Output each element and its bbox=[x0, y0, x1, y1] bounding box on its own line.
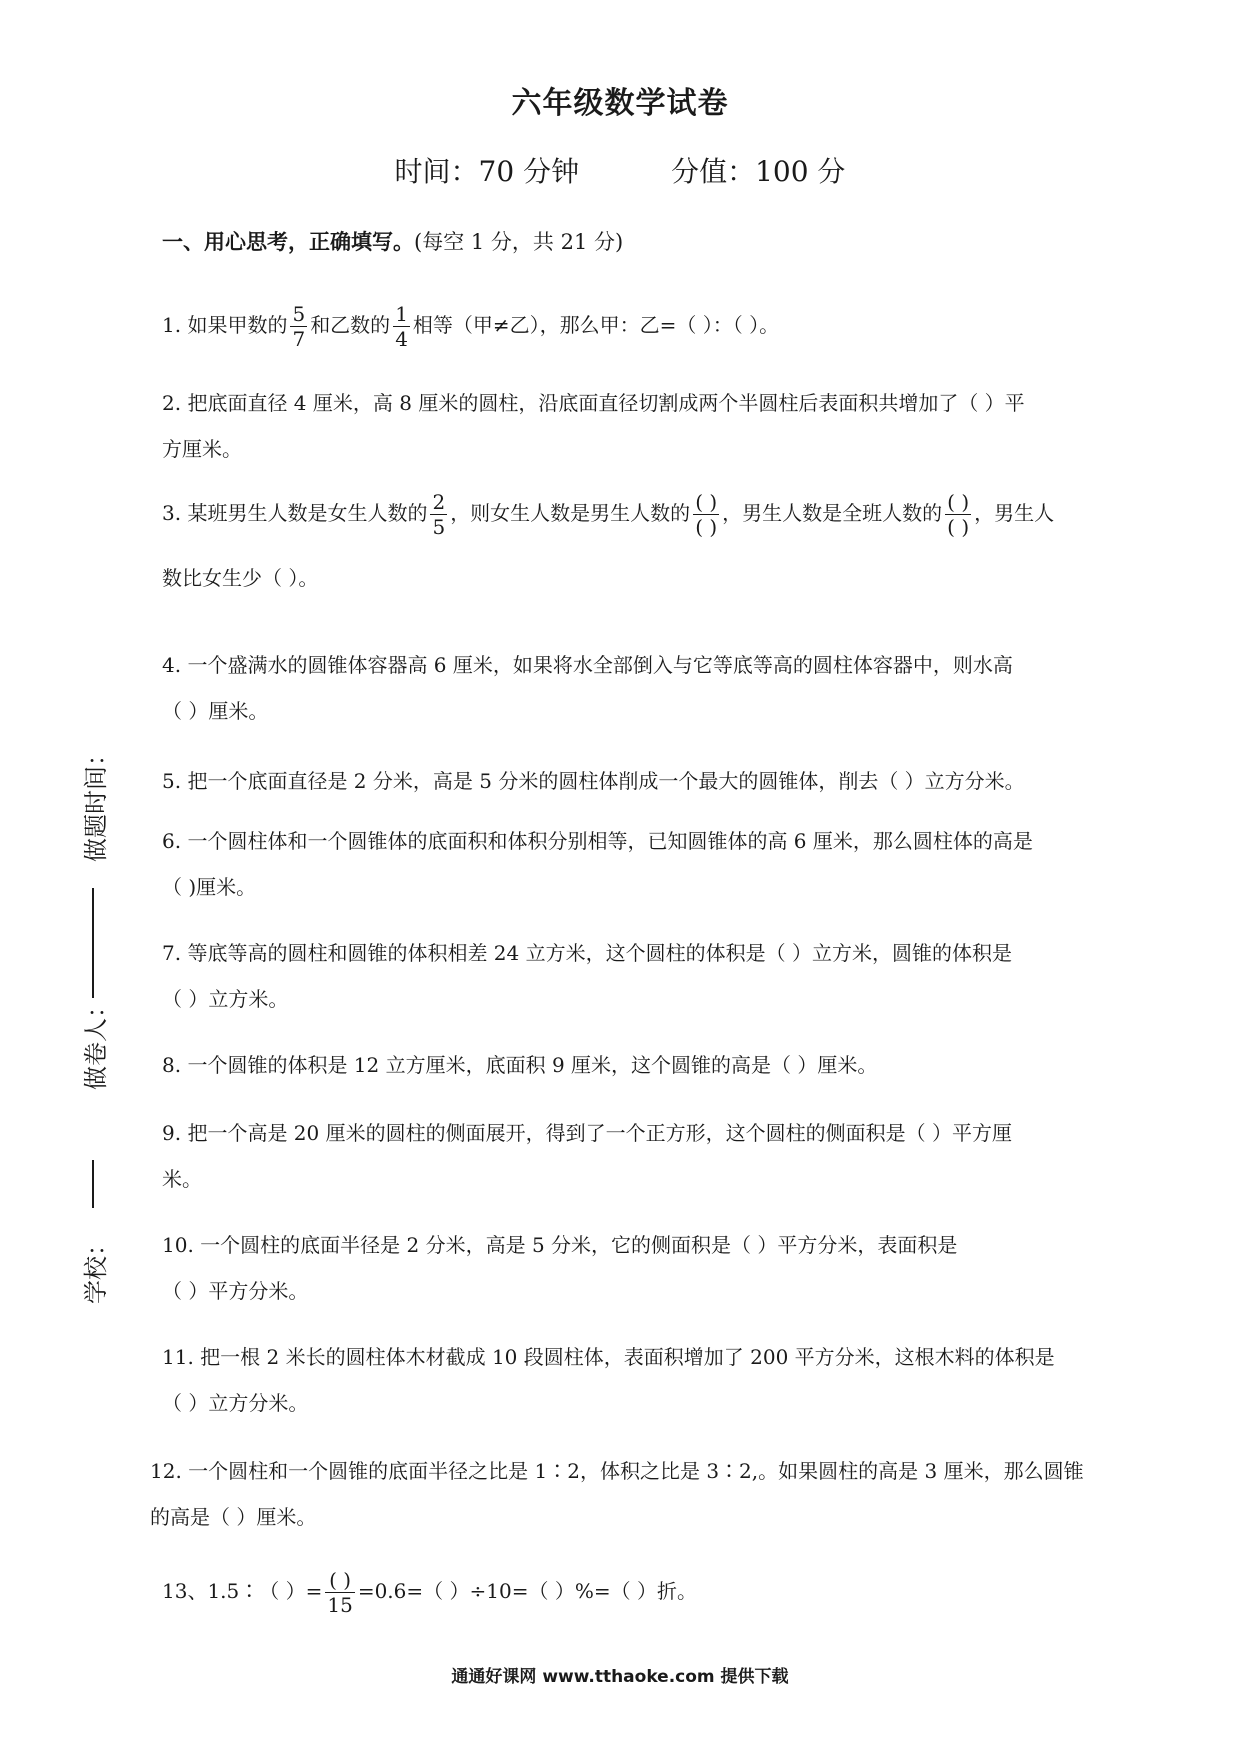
q1-mid: 和乙数的 bbox=[310, 313, 391, 337]
sidebar-school-label: 学校： bbox=[82, 1232, 110, 1304]
question-line: 6. 一个圆柱体和一个圆锥体的底面积和体积分别相等，已知圆锥体的高 6 厘米，那么圆柱体的高是 bbox=[162, 829, 1033, 853]
fraction bbox=[325, 1568, 354, 1617]
fraction-numerator: ( ) bbox=[325, 1568, 354, 1593]
question-1 bbox=[162, 302, 1152, 351]
fraction-denominator: 4 bbox=[395, 327, 408, 351]
exam-time: 时间：70 分钟 bbox=[394, 155, 580, 188]
q3-mid2: ，男生人数是全班人数的 bbox=[722, 501, 943, 525]
fraction-denominator: 7 bbox=[292, 327, 306, 351]
question-line: （ ）立方米。 bbox=[162, 987, 289, 1011]
section-heading bbox=[162, 226, 623, 256]
question-line: 米。 bbox=[162, 1167, 202, 1191]
fraction-numerator: 1 bbox=[395, 302, 408, 326]
question-line: 10. 一个圆柱的底面半径是 2 分米，高是 5 分米，它的侧面积是（ ）平方分米，表面积是 bbox=[162, 1233, 958, 1257]
fraction-denominator: 5 bbox=[432, 515, 446, 539]
question-4 bbox=[162, 642, 1152, 734]
sidebar-time-label: 做题时间： bbox=[82, 742, 110, 862]
question-line: 4. 一个盛满水的圆锥体容器高 6 厘米，如果将水全部倒入与它等底等高的圆柱体容器中，则水高 bbox=[162, 653, 1013, 677]
question-line: （ ）厘米。 bbox=[162, 699, 269, 723]
q3-suffix: ，男生人 bbox=[974, 501, 1055, 525]
question-13 bbox=[162, 1568, 1152, 1617]
question-10 bbox=[162, 1222, 1152, 1314]
page-title: 六年级数学试卷 bbox=[511, 86, 729, 121]
question-line: 5. 把一个底面直径是 2 分米，高是 5 分米的圆柱体削成一个最大的圆锥体，削去（ ）立方分米。 bbox=[162, 769, 1025, 793]
question-line: 的高是（ ）厘米。 bbox=[150, 1505, 317, 1529]
fraction-numerator: ( ) bbox=[947, 490, 970, 514]
question-line: 数比女生少（ ）。 bbox=[162, 566, 319, 590]
question-line: （ ）立方分米。 bbox=[162, 1391, 309, 1415]
q13-prefix: 13、1.5∶（ ）= bbox=[162, 1579, 323, 1603]
question-line: （ )厘米。 bbox=[162, 875, 257, 899]
exam-info bbox=[0, 150, 1240, 190]
fraction bbox=[430, 490, 447, 539]
question-5 bbox=[162, 758, 1152, 804]
q13-suffix: =0.6=（ ）÷10=（ ）%=（ ）折。 bbox=[357, 1579, 697, 1603]
question-line bbox=[162, 490, 1152, 539]
sidebar-maker-label: 做卷人： bbox=[82, 994, 110, 1090]
question-line: （ ）平方分米。 bbox=[162, 1279, 309, 1303]
question-8 bbox=[162, 1042, 1152, 1088]
sidebar-divider bbox=[92, 1160, 94, 1208]
q3-prefix: 3. 某班男生人数是女生人数的 bbox=[162, 501, 428, 525]
question-line: 12. 一个圆柱和一个圆锥的底面半径之比是 1∶2，体积之比是 3∶2,。如果圆柱的高是 3 厘米，那么圆锥 bbox=[150, 1459, 1084, 1483]
question-line: 2. 把底面直径 4 厘米，高 8 厘米的圆柱，沿底面直径切割成两个半圆柱后表面积共增加了（ ）平 bbox=[162, 391, 1025, 415]
fraction-numerator: ( ) bbox=[695, 490, 718, 514]
question-2 bbox=[162, 380, 1152, 472]
fraction-denominator: ( ) bbox=[947, 515, 970, 539]
fraction-denominator: 15 bbox=[327, 1593, 353, 1617]
question-line: 8. 一个圆锥的体积是 12 立方厘米，底面积 9 厘米，这个圆锥的高是（ ）厘米。 bbox=[162, 1053, 878, 1077]
exam-score: 分值：100 分 bbox=[671, 155, 846, 188]
question-line: 7. 等底等高的圆柱和圆锥的体积相差 24 立方米，这个圆柱的体积是（ ）立方米，圆锥的体积是 bbox=[162, 941, 1012, 965]
q3-mid1: ，则女生人数是男生人数的 bbox=[450, 501, 691, 525]
footer-credit: 通通好课网 www.tthaoke.com 提供下载 bbox=[451, 1667, 789, 1687]
section-title: 一、用心思考，正确填写。 bbox=[162, 229, 414, 254]
fraction-numerator: 2 bbox=[432, 490, 446, 514]
fraction-denominator: ( ) bbox=[695, 515, 718, 539]
question-3 bbox=[162, 490, 1152, 601]
fraction bbox=[290, 302, 307, 351]
q1-suffix: 相等（甲≠乙），那么甲：乙=（ ）：（ ）。 bbox=[412, 313, 780, 337]
question-line: 9. 把一个高是 20 厘米的圆柱的侧面展开，得到了一个正方形，这个圆柱的侧面积是（ ）平方厘 bbox=[162, 1121, 1012, 1145]
question-line: 方厘米。 bbox=[162, 437, 242, 461]
question-9 bbox=[162, 1110, 1152, 1202]
fraction bbox=[393, 302, 410, 351]
fraction-numerator: 5 bbox=[292, 302, 306, 326]
sidebar-divider bbox=[92, 888, 94, 998]
question-11 bbox=[162, 1334, 1152, 1426]
fraction-blank bbox=[693, 490, 719, 539]
question-line: 11. 把一根 2 米长的圆柱体木材截成 10 段圆柱体，表面积增加了 200 平方分米，这根木料的体积是 bbox=[162, 1345, 1055, 1369]
section-note: (每空 1 分，共 21 分) bbox=[414, 230, 624, 254]
question-6 bbox=[162, 818, 1152, 910]
fraction-blank bbox=[945, 490, 971, 539]
question-7 bbox=[162, 930, 1152, 1022]
question-12 bbox=[150, 1448, 1140, 1540]
q1-prefix: 1. 如果甲数的 bbox=[162, 313, 288, 337]
